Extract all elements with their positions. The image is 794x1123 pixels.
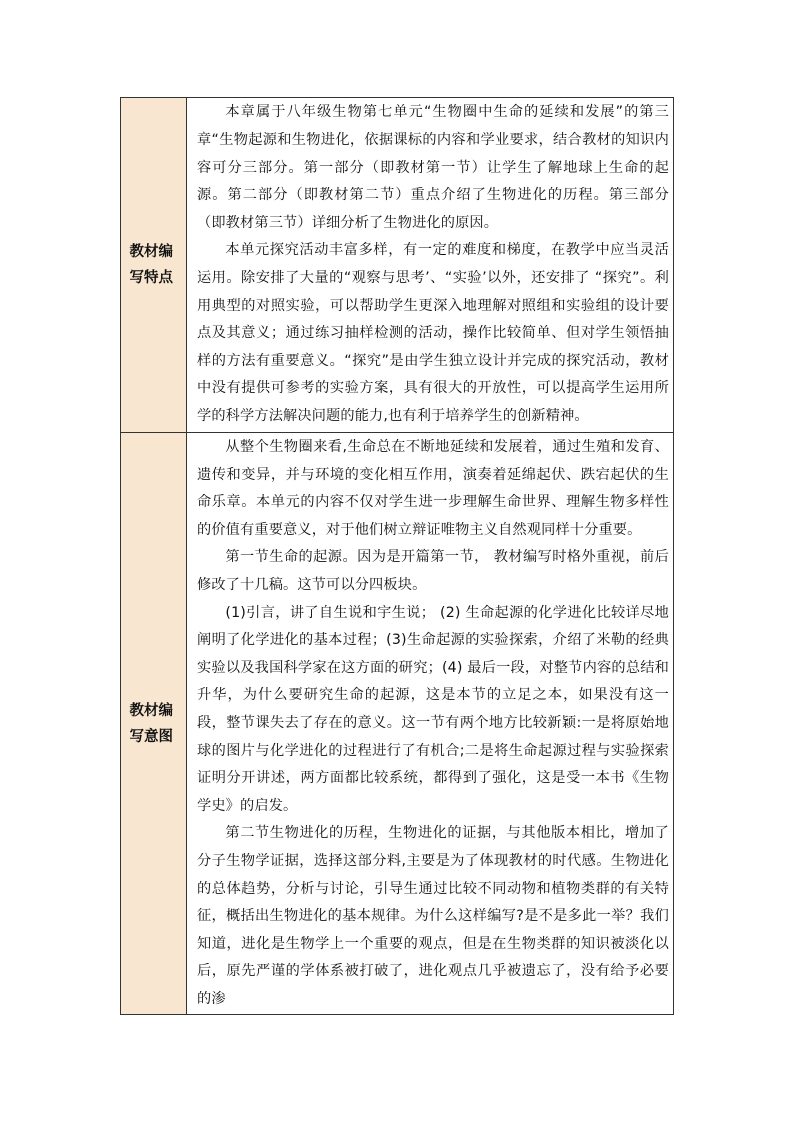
paragraph: (1)引言，讲了自生说和宇生说； (2) 生命起源的化学进化比较详尽地阐明了化学进化的基本过程；(3)生命起源的实验探索，介绍了米勒的经典实验以及我国科学家在这方面的研究；(4) 最后一段，对整节内容的总结和升华，为什么要研究生命的起源，这是本节的立足之本，如果没有这一段，整节课失去了存在的意义。这一节有两个地方比较新颖:一是将原始地球的图片与化学进化的过程进行了有机合;二是将生命起源过程与实验探索证明分开讲述，两方面都比较系统，都得到了强化，这是受一本书《生物学史》的启发。	[197, 604, 669, 814]
table-row	[121, 433, 674, 1015]
row-label-cell	[121, 433, 187, 1015]
row-content-cell	[187, 98, 674, 433]
table-row	[121, 98, 674, 433]
row-label: 教材编写特点	[129, 244, 173, 286]
paragraph: 本章属于八年级生物第七单元“生物圈中生命的延续和发展”的第三章“生物起源和生物进化，依据课标的内容和学业要求，结合教材的知识内容可分三部分。第一部分（即教材第一节）让学生了解地球上生命的起源。第二部分（即教材第二节）重点介绍了生物进化的历程。第三部分（即教材第三节）详细分析了生物进化的原因。	[197, 104, 669, 231]
document-table	[120, 97, 674, 1015]
row-content-cell	[187, 433, 674, 1015]
paragraph: 本单元探究活动丰富多样，有一定的难度和梯度，在教学中应当灵活运用。除安排了大量的“观察与思考’、“实验’以外，还安排了 “探究”。利用典型的对照实验，可以帮助学生更深入地理解对照组和实验组的设计要点及其意义；通过练习抽样检测的活动，操作比较简单、但对学生领悟抽样的方法有重要意义。“探究”是由学生独立设计并完成的探究活动，教材中没有提供可参考的实验方案，具有很大的开放性，可以提高学生运用所学的科学方法解决问题的能力,也有利于培养学生的创新精神。	[197, 242, 669, 424]
paragraph: 从整个生物圈来看,生命总在不断地延续和发展着，通过生殖和发育、遗传和变异，并与环境的变化相互作用，演奏着延绵起伏、跌宕起伏的生命乐章。本单元的内容不仅对学生进一步理解生命世界、理解生物多样性的价值有重要意义，对于他们树立辩证唯物主义自然观同样十分重要。	[197, 439, 669, 538]
paragraph: 第一节生命的起源。因为是开篇第一节， 教材编写时格外重视，前后修改了十几稿。这节可以分四板块。	[197, 549, 669, 593]
row-label-cell	[121, 98, 187, 433]
paragraph: 第二节生物进化的历程，生物进化的证据，与其他版本相比，增加了分子生物学证据，选择这部分料,主要是为了体现教材的时代感。生物进化的总体趋势，分析与讨论，引导生通过比较不同动物和植物类群的有关特征，概括出生物进化的基本规律。为什么这样编写?是不是多此一举？我们知道，进化是生物学上一个重要的观点，但是在生物类群的知识被淡化以后，原先严谨的学体系被打破了，进化观点几乎被遗忘了，没有给予必要的渗	[197, 825, 669, 1007]
row-label: 教材编写意图	[129, 702, 173, 745]
